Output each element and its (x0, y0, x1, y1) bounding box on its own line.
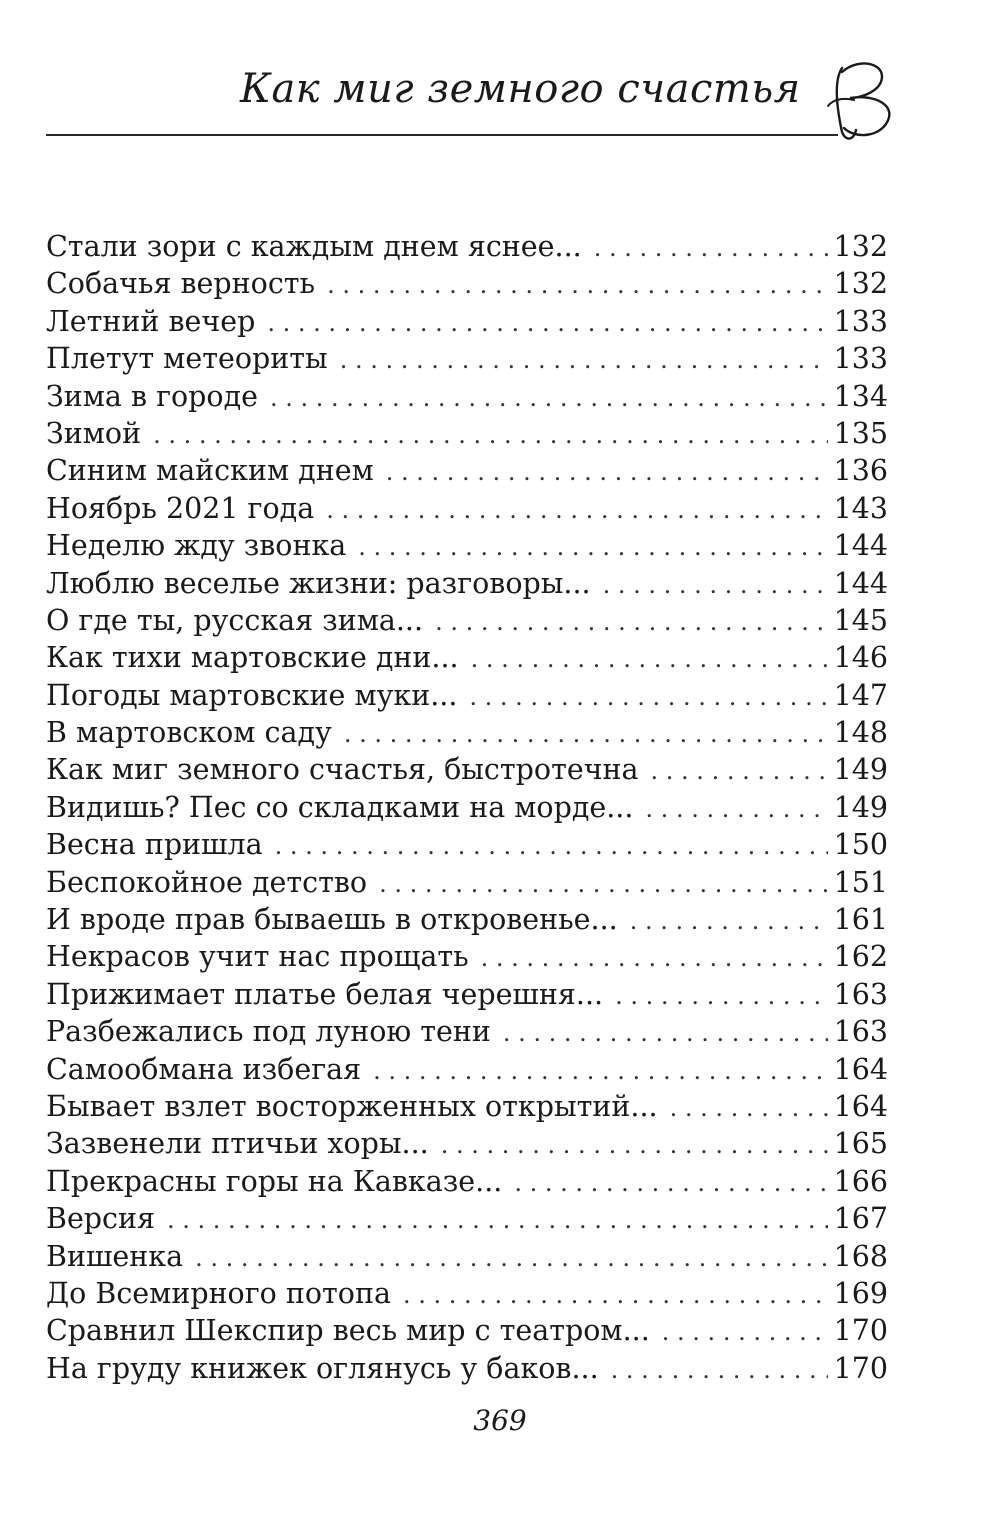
toc-dot-leader (503, 1015, 828, 1052)
toc-entry-title: Зазвенели птичьи хоры... (46, 1127, 429, 1161)
page-number: 369 (473, 1404, 527, 1437)
toc-dot-leader (603, 567, 828, 604)
running-title: Как миг земного счастья (240, 66, 801, 112)
toc-entry-title: О где ты, русская зима... (46, 603, 424, 637)
toc-entry[interactable] (46, 452, 888, 489)
toc-entry-page: 167 (833, 1202, 888, 1236)
monogram-glyph (820, 58, 900, 148)
toc-entry-title: Как тихи мартовские дни... (46, 641, 459, 675)
toc-entry-title: И вроде прав бываешь в откровенье... (46, 903, 618, 937)
toc-dot-leader (344, 716, 828, 753)
toc-dot-leader (514, 1165, 827, 1202)
toc-dot-leader (326, 492, 827, 529)
toc-entry-title: Стали зори с каждым днем яснее... (46, 230, 582, 263)
toc-dot-leader (153, 417, 828, 454)
toc-dot-leader (275, 828, 828, 865)
toc-dot-leader (403, 1277, 828, 1314)
toc-entry-title: Зима в городе (46, 379, 258, 413)
toc-entry-title: Версия (46, 1202, 155, 1236)
toc-entry-title: Летний вечер (46, 304, 256, 338)
table-of-contents (46, 228, 888, 1387)
toc-dot-leader (481, 940, 828, 977)
toc-entry[interactable] (46, 1125, 888, 1162)
toc-entry-title: Погоды мартовские муки... (46, 678, 458, 712)
toc-entry[interactable] (46, 527, 888, 564)
toc-entry[interactable] (46, 340, 888, 377)
toc-entry-page: 150 (833, 828, 888, 862)
toc-entry[interactable] (46, 490, 888, 527)
toc-dot-leader (435, 604, 828, 641)
toc-entry-page: 136 (833, 454, 888, 488)
toc-dot-leader (471, 641, 828, 678)
toc-entry[interactable] (46, 228, 888, 265)
toc-entry-title: Ноябрь 2021 года (46, 491, 315, 525)
toc-entry-page: 133 (833, 304, 888, 338)
toc-entry[interactable] (46, 565, 888, 602)
toc-dot-leader (441, 1127, 828, 1164)
toc-entry-title: Разбежались под луною тени (46, 1015, 491, 1049)
toc-entry[interactable] (46, 826, 888, 863)
toc-entry[interactable] (46, 265, 888, 302)
toc-entry-title: До Всемирного потопа (46, 1276, 391, 1310)
toc-entry-title: Прижимает платье белая черешня... (46, 977, 604, 1011)
toc-entry-title: Люблю веселье жизни: разговоры... (46, 566, 591, 600)
toc-dot-leader (630, 903, 828, 940)
toc-dot-leader (469, 679, 827, 716)
toc-entry-page: 148 (833, 716, 888, 750)
toc-dot-leader (594, 230, 828, 267)
toc-entry-title: На груду книжек оглянусь у баков... (46, 1351, 599, 1385)
toc-entry-title: Неделю жду звонка (46, 529, 347, 563)
toc-entry-page: 149 (833, 753, 888, 787)
toc-entry-page: 168 (833, 1239, 888, 1273)
toc-entry-page: 162 (833, 940, 888, 974)
toc-entry-title: Прекрасны горы на Кавказе... (46, 1164, 503, 1198)
toc-entry[interactable] (46, 751, 888, 788)
toc-entry-page: 133 (833, 342, 888, 376)
toc-entry-title: Самообмана избегая (46, 1052, 362, 1086)
toc-entry-title: Собачья верность (46, 267, 316, 301)
toc-entry-page: 151 (833, 865, 888, 899)
toc-entry-title: Плетут метеориты (46, 342, 328, 376)
toc-entry-title: Зимой (46, 416, 142, 450)
toc-entry-title: Бывает взлет восторженных открытий... (46, 1089, 658, 1123)
toc-entry-page: 135 (833, 416, 888, 450)
toc-entry-page: 144 (833, 566, 888, 600)
toc-entry[interactable] (46, 938, 888, 975)
toc-dot-leader (267, 305, 827, 342)
toc-entry-title: Синим майским днем (46, 454, 374, 488)
toc-entry-title: Как миг земного счастья, быстротечна (46, 753, 639, 787)
running-header (0, 0, 1000, 170)
toc-entry-page: 170 (833, 1314, 888, 1348)
toc-entry-page: 163 (833, 1015, 888, 1049)
toc-entry[interactable] (46, 602, 888, 639)
toc-dot-leader (662, 1314, 828, 1351)
toc-entry[interactable] (46, 1238, 888, 1275)
toc-dot-leader (645, 791, 827, 828)
toc-entry[interactable] (46, 1013, 888, 1050)
toc-entry[interactable] (46, 1088, 888, 1125)
toc-dot-leader (379, 866, 828, 903)
toc-entry[interactable] (46, 1051, 888, 1088)
toc-entry-page: 161 (833, 903, 888, 937)
toc-dot-leader (167, 1202, 828, 1239)
toc-entry-title: Вишенка (46, 1239, 184, 1273)
toc-entry[interactable] (46, 378, 888, 415)
toc-dot-leader (670, 1090, 828, 1127)
toc-entry[interactable] (46, 1350, 888, 1387)
toc-entry-title: Сравнил Шекспир весь мир с театром... (46, 1314, 650, 1348)
toc-entry[interactable] (46, 415, 888, 452)
toc-entry-page: 164 (833, 1052, 888, 1086)
toc-dot-leader (386, 454, 828, 491)
toc-entry[interactable] (46, 639, 888, 676)
toc-dot-leader (327, 267, 828, 304)
toc-entry-title: Некрасов учит нас прощать (46, 940, 469, 974)
toc-entry-page: 132 (833, 267, 888, 301)
toc-entry[interactable] (46, 1275, 888, 1312)
toc-entry[interactable] (46, 901, 888, 938)
toc-entry-page: 147 (833, 678, 888, 712)
toc-dot-leader (373, 1053, 827, 1090)
toc-entry-page: 145 (833, 603, 888, 637)
toc-entry[interactable] (46, 303, 888, 340)
toc-entry-title: Видишь? Пес со складками на морде... (46, 790, 634, 824)
toc-entry[interactable] (46, 1163, 888, 1200)
toc-entry-page: 163 (833, 977, 888, 1011)
toc-dot-leader (270, 380, 828, 417)
toc-entry-page: 166 (833, 1164, 888, 1198)
toc-entry-page: 134 (833, 379, 888, 413)
toc-dot-leader (651, 753, 828, 790)
toc-entry[interactable] (46, 714, 888, 751)
toc-entry[interactable] (46, 1200, 888, 1237)
toc-entry-title: Весна пришла (46, 828, 263, 862)
toc-dot-leader (195, 1240, 827, 1277)
toc-entry[interactable] (46, 864, 888, 901)
toc-entry-page: 164 (833, 1089, 888, 1123)
toc-entry-page: 165 (833, 1127, 888, 1161)
toc-entry-page: 146 (833, 641, 888, 675)
toc-entry[interactable] (46, 677, 888, 714)
toc-entry-page: 169 (833, 1276, 888, 1310)
toc-entry-page: 144 (833, 529, 888, 563)
toc-entry-title: Беспокойное детство (46, 865, 368, 899)
toc-dot-leader (340, 342, 828, 379)
toc-entry-title: В мартовском саду (46, 716, 332, 750)
toc-entry-page: 149 (833, 790, 888, 824)
header-rule (46, 134, 838, 136)
toc-entry[interactable] (46, 789, 888, 826)
toc-dot-leader (615, 978, 828, 1015)
toc-entry-page: 170 (833, 1351, 888, 1385)
toc-entry-page: 143 (833, 491, 888, 525)
toc-entry-page: 132 (833, 230, 888, 263)
toc-dot-leader (358, 529, 827, 566)
toc-entry[interactable] (46, 976, 888, 1013)
toc-dot-leader (611, 1352, 828, 1389)
toc-entry[interactable] (46, 1312, 888, 1349)
